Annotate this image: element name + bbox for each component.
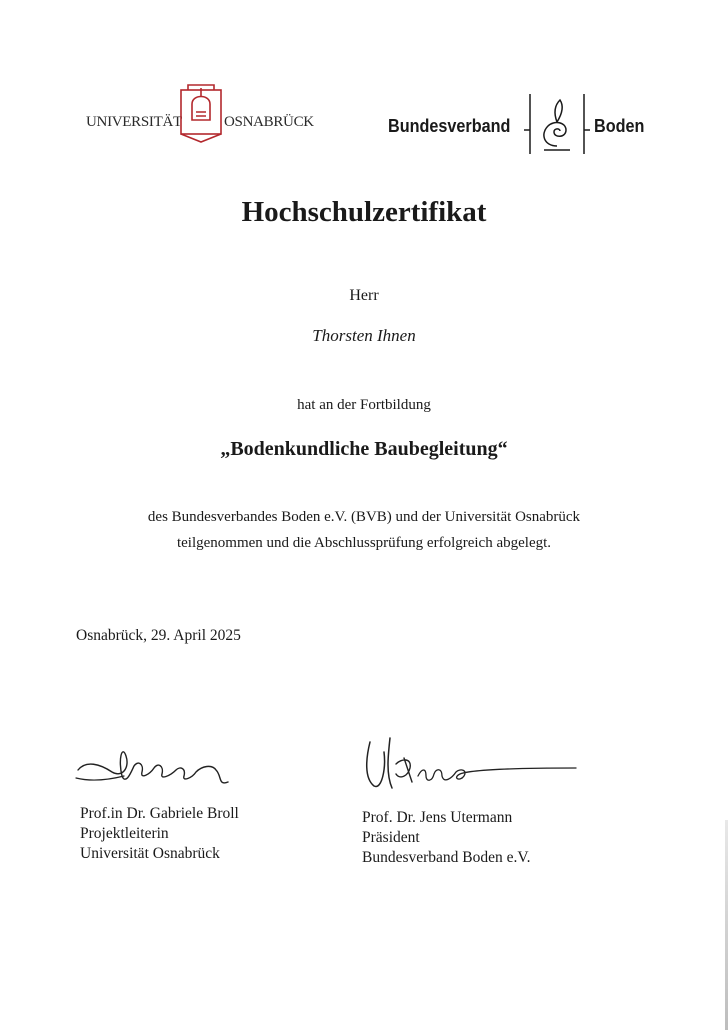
intro-text: hat an der Fortbildung bbox=[297, 397, 431, 413]
course-title: „Bodenkundliche Baubegleitung“ bbox=[220, 438, 508, 460]
signatory-organization: Universität Osnabrück bbox=[80, 845, 220, 862]
university-logo-left-text: UNIVERSITÄT bbox=[86, 114, 182, 130]
certificate-title: Hochschulzertifikat bbox=[241, 196, 487, 228]
soil-spiral-icon bbox=[524, 92, 590, 158]
association-logo bbox=[388, 90, 658, 160]
recipient-name: Thorsten Ihnen bbox=[312, 326, 416, 345]
university-logo bbox=[86, 82, 326, 146]
signature-broll bbox=[72, 730, 272, 800]
signatory-left bbox=[80, 804, 239, 864]
university-logo-right-text: OSNABRÜCK bbox=[224, 114, 314, 130]
signature-utermann bbox=[356, 728, 586, 798]
association-logo-left-text: Bundesverband bbox=[388, 116, 511, 136]
description-line-2: teilgenommen und die Abschlussprüfung erfolgreich abgelegt. bbox=[176, 535, 552, 551]
signatory-organization: Bundesverband Boden e.V. bbox=[362, 849, 531, 866]
university-crest-icon bbox=[178, 82, 224, 144]
signatory-name: Prof.in Dr. Gabriele Broll bbox=[80, 805, 239, 822]
signatory-role: Präsident bbox=[362, 829, 420, 846]
signatory-right bbox=[362, 808, 530, 868]
signatory-role: Projektleiterin bbox=[80, 825, 169, 842]
association-logo-right-text: Boden bbox=[594, 116, 645, 136]
salutation: Herr bbox=[349, 287, 379, 304]
place-date: Osnabrück, 29. April 2025 bbox=[76, 627, 241, 644]
description-line-1: des Bundesverbandes Boden e.V. (BVB) und der Universität Osnabrück bbox=[147, 509, 581, 525]
signatory-name: Prof. Dr. Jens Utermann bbox=[362, 809, 513, 826]
